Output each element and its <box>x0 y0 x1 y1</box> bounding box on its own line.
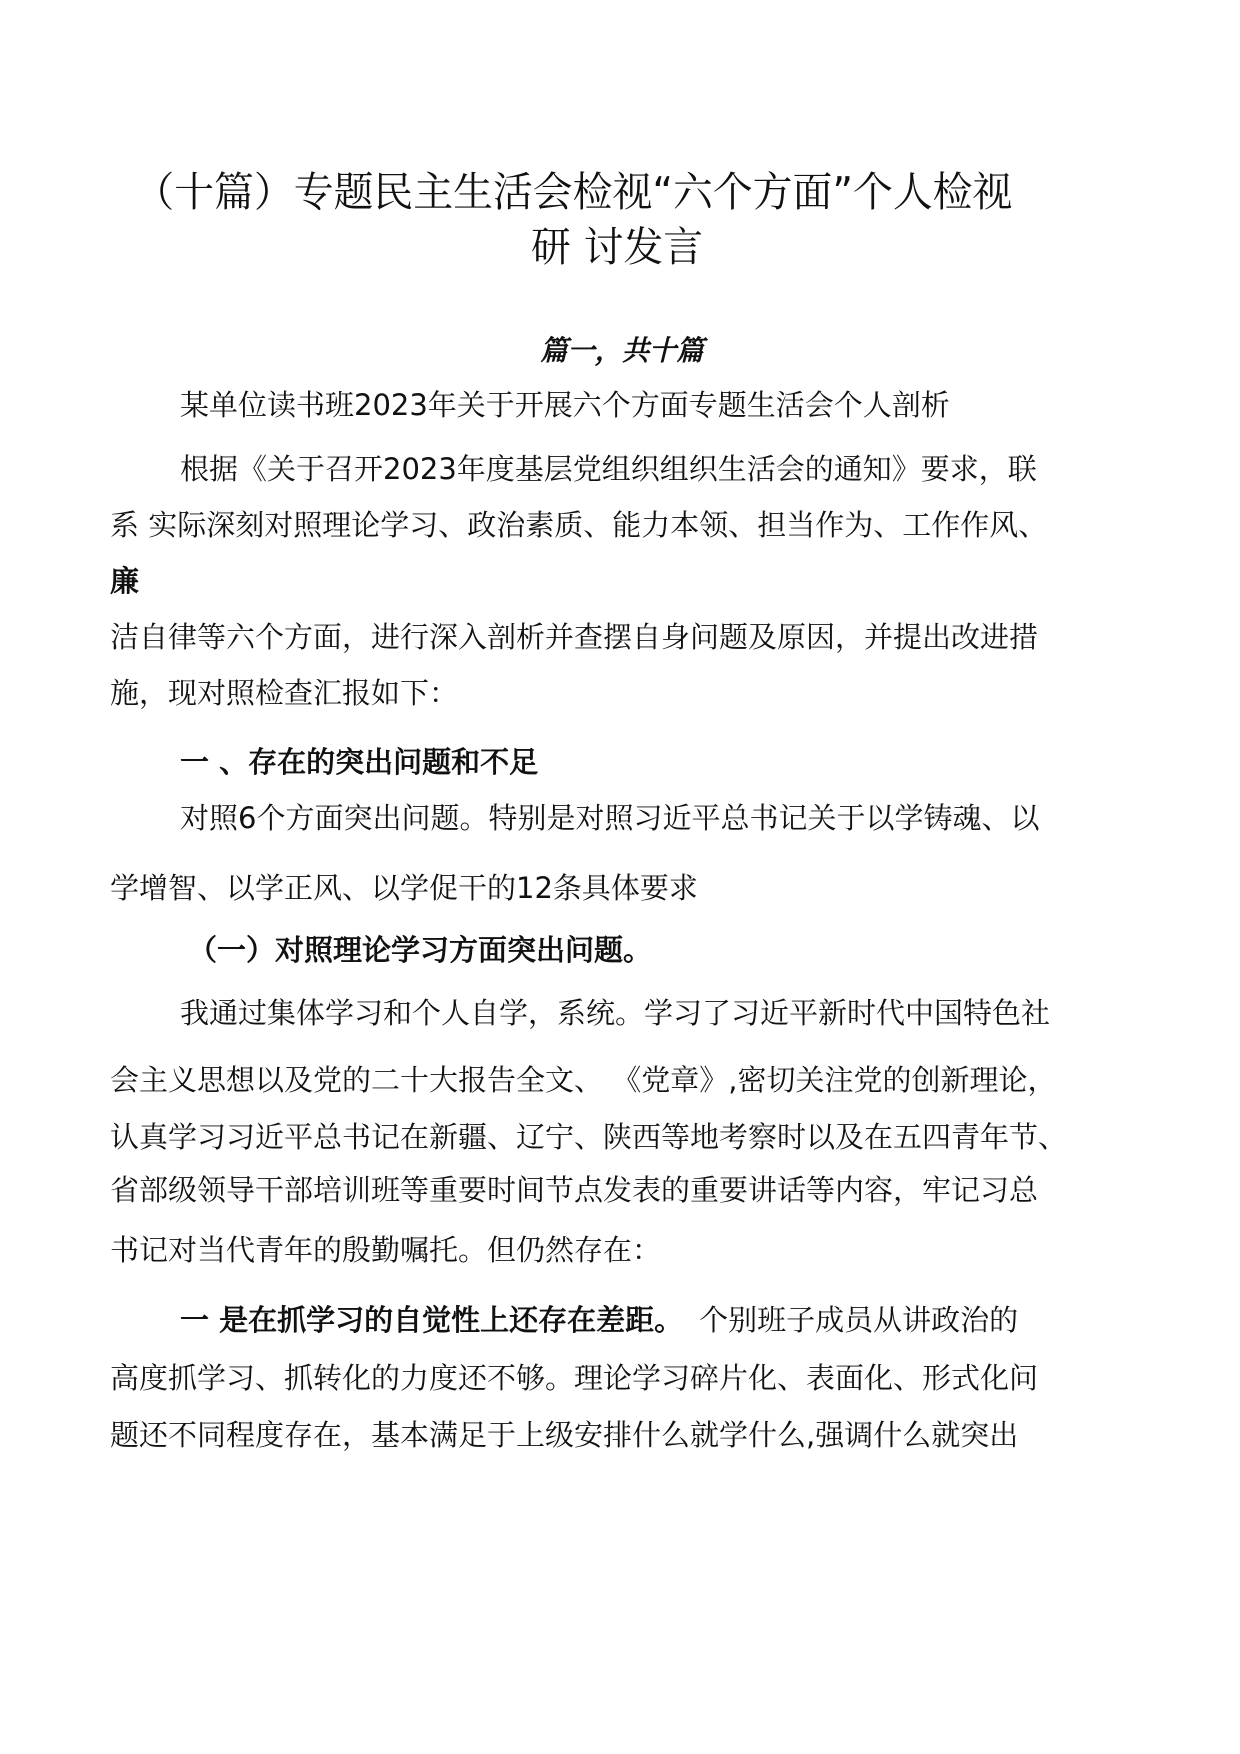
para3-line-1: 我通过集体学习和个人自学，系统。学习了习近平新时代中国特色社 <box>180 996 1051 1030</box>
para1-line-5: 施，现对照检查汇报如下： <box>110 676 459 710</box>
document-subtitle: 篇一，共十篇 <box>540 334 704 367</box>
document-title-line-1: （十篇）专题民主生活会检视“六个方面”个人检视 <box>134 168 1013 216</box>
para1-line-3: 廉 <box>110 564 140 598</box>
section-1-heading: 一 、存在的突出问题和不足 <box>180 745 539 779</box>
para1-line-1: 根据《关于召开2023年度基层党组织组织生活会的通知》要求，联 <box>180 452 1037 486</box>
para4-line-2: 高度抓学习、抓转化的力度还不够。理论学习碎片化、表面化、形式化问 <box>110 1361 1039 1395</box>
para3-line-5: 书记对当代青年的殷勤嘱托。但仍然存在： <box>110 1233 662 1267</box>
para3-line-2: 会主义思想以及党的二十大报告全文、 《党章》,密切关注党的创新理论， <box>110 1063 1057 1097</box>
para4-line-3: 题还不同程度存在，基本满足于上级安排什么就学什么,强调什么就突出 <box>110 1418 1019 1452</box>
para4-bold-lead: 一 是在抓学习的自觉性上还存在差距。 <box>180 1303 684 1337</box>
para4-line-1-rest: 个别班子成员从讲政治的 <box>699 1303 1019 1337</box>
intro-heading: 某单位读书班2023年关于开展六个方面专题生活会个人剖析 <box>180 388 950 422</box>
para2-line-2: 学增智、以学正风、以学促干的12条具体要求 <box>110 871 698 905</box>
para4-line-1 <box>180 1300 1018 1340</box>
para3-line-4: 省部级领导干部培训班等重要时间节点发表的重要讲话等内容，牢记习总 <box>110 1173 1039 1207</box>
para2-line-1: 对照6个方面突出问题。特别是对照习近平总书记关于以学铸魂、以 <box>180 801 1040 835</box>
para1-line-2: 系 实际深刻对照理论学习、政治素质、能力本领、担当作为、工作作风、 <box>110 508 1048 542</box>
para3-line-3: 认真学习习近平总书记在新疆、辽宁、陕西等地考察时以及在五四青年节、 <box>110 1120 1068 1154</box>
document-title-line-2: 研 讨发言 <box>531 223 704 271</box>
subsection-1-heading: （一）对照理论学习方面突出问题。 <box>188 933 653 967</box>
para1-line-4: 洁自律等六个方面，进行深入剖析并查摆自身问题及原因，并提出改进措 <box>110 620 1039 654</box>
